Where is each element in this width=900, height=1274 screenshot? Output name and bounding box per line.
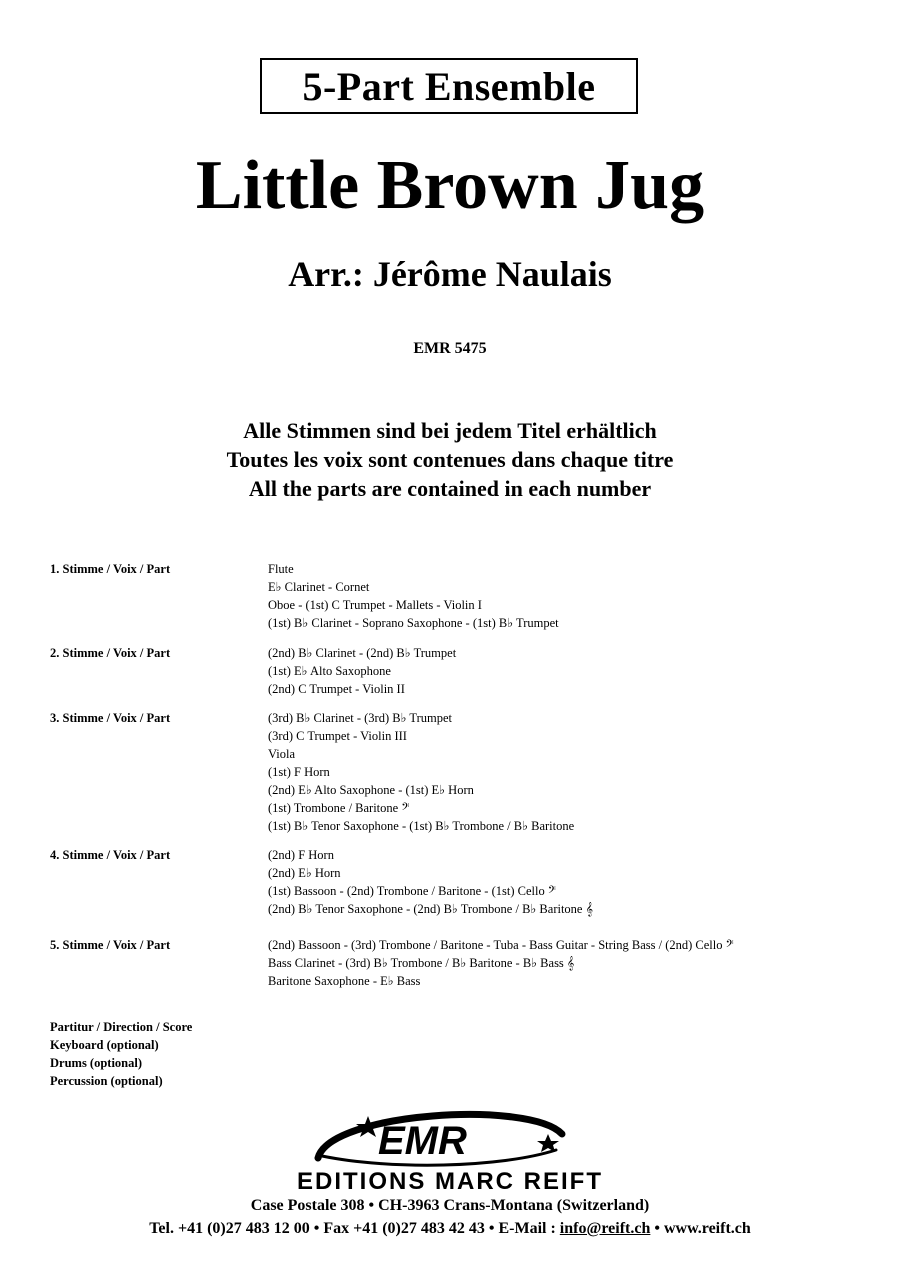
instrument-line: (2nd) C Trumpet - Violin II — [268, 682, 405, 696]
contact-phone-fax: Tel. +41 (0)27 483 12 00 • Fax +41 (0)27 483 42 43 • E-Mail : — [149, 1220, 560, 1237]
part-label: 2. Stimme / Voix / Part — [50, 646, 171, 660]
extras-list — [50, 1018, 192, 1090]
instrument-line: Oboe - (1st) C Trumpet - Mallets - Violin I — [268, 598, 482, 612]
instrument-line: (1st) Bassoon - (2nd) Trombone / Baritone - (1st) Cello 𝄢 — [268, 884, 556, 898]
part-label: 4. Stimme / Voix / Part — [50, 848, 171, 862]
extra-keyboard: Keyboard (optional) — [50, 1038, 159, 1052]
part-instruments — [268, 709, 888, 835]
instrument-line: (1st) B♭ Tenor Saxophone - (1st) B♭ Trombone / B♭ Baritone — [268, 819, 575, 833]
publisher-name: EDITIONS MARC REIFT — [297, 1168, 603, 1195]
extra-score: Partitur / Direction / Score — [50, 1020, 193, 1034]
instrument-line: (2nd) Bassoon - (3rd) Trombone / Baritone - Tuba - Bass Guitar - String Bass / (2nd) Cello 𝄢 — [268, 938, 734, 952]
instrument-line: E♭ Clarinet - Cornet — [268, 580, 370, 594]
instrument-line: (2nd) B♭ Clarinet - (2nd) B♭ Trumpet — [268, 646, 457, 660]
ensemble-label: 5-Part Ensemble — [302, 63, 596, 109]
publisher-contact — [0, 1219, 900, 1239]
star-icon — [356, 1116, 380, 1137]
instrument-line: Bass Clarinet - (3rd) B♭ Trombone / B♭ Baritone - B♭ Bass 𝄞 — [268, 956, 575, 970]
catalog-number: EMR 5475 — [413, 340, 487, 357]
ensemble-box — [260, 58, 638, 114]
instrument-line: (2nd) E♭ Alto Saxophone - (1st) E♭ Horn — [268, 783, 474, 797]
note-french: Toutes les voix sont contenues dans chaque titre — [226, 447, 674, 472]
part-label: 5. Stimme / Voix / Part — [50, 938, 171, 952]
part-label: 3. Stimme / Voix / Part — [50, 711, 171, 725]
instrument-line: (2nd) B♭ Tenor Saxophone - (2nd) B♭ Trombone / B♭ Baritone 𝄞 — [268, 902, 593, 916]
instrument-line: (1st) B♭ Clarinet - Soprano Saxophone - (1st) B♭ Trumpet — [268, 616, 559, 630]
extra-drums: Drums (optional) — [50, 1056, 143, 1070]
note-english: All the parts are contained in each number — [248, 476, 652, 501]
instrument-line: Baritone Saxophone - E♭ Bass — [268, 974, 421, 988]
note-german: Alle Stimmen sind bei jedem Titel erhältlich — [243, 418, 657, 443]
instrument-line: (1st) E♭ Alto Saxophone — [268, 664, 391, 678]
email-link[interactable]: info@reift.ch — [559, 1220, 651, 1237]
instrument-line: (2nd) E♭ Horn — [268, 866, 341, 880]
instrument-line: (1st) F Horn — [268, 765, 330, 779]
contact-website: • www.reift.ch — [650, 1220, 751, 1237]
part-instruments — [268, 936, 888, 990]
logo-text: EMR — [378, 1119, 467, 1163]
instrument-line: (3rd) C Trumpet - Violin III — [268, 729, 407, 743]
arranger: Arr.: Jérôme Naulais — [288, 254, 612, 294]
part-instruments — [268, 560, 888, 632]
emr-logo-graphic — [300, 1100, 600, 1170]
instrument-line: Flute — [268, 562, 294, 576]
piece-title: Little Brown Jug — [195, 147, 705, 224]
extra-percussion: Percussion (optional) — [50, 1074, 163, 1088]
publisher-address: Case Postale 308 • CH-3963 Crans-Montana (Switzerland) — [250, 1197, 650, 1214]
instrument-line: Viola — [268, 747, 296, 761]
availability-notes — [0, 416, 900, 503]
part-label: 1. Stimme / Voix / Part — [50, 562, 171, 576]
emr-logo — [300, 1100, 600, 1170]
part-instruments — [268, 644, 888, 698]
part-instruments — [268, 846, 888, 918]
instrument-line: (3rd) B♭ Clarinet - (3rd) B♭ Trumpet — [268, 711, 452, 725]
instrument-line: (2nd) F Horn — [268, 848, 334, 862]
instrument-line: (1st) Trombone / Baritone 𝄢 — [268, 801, 410, 815]
